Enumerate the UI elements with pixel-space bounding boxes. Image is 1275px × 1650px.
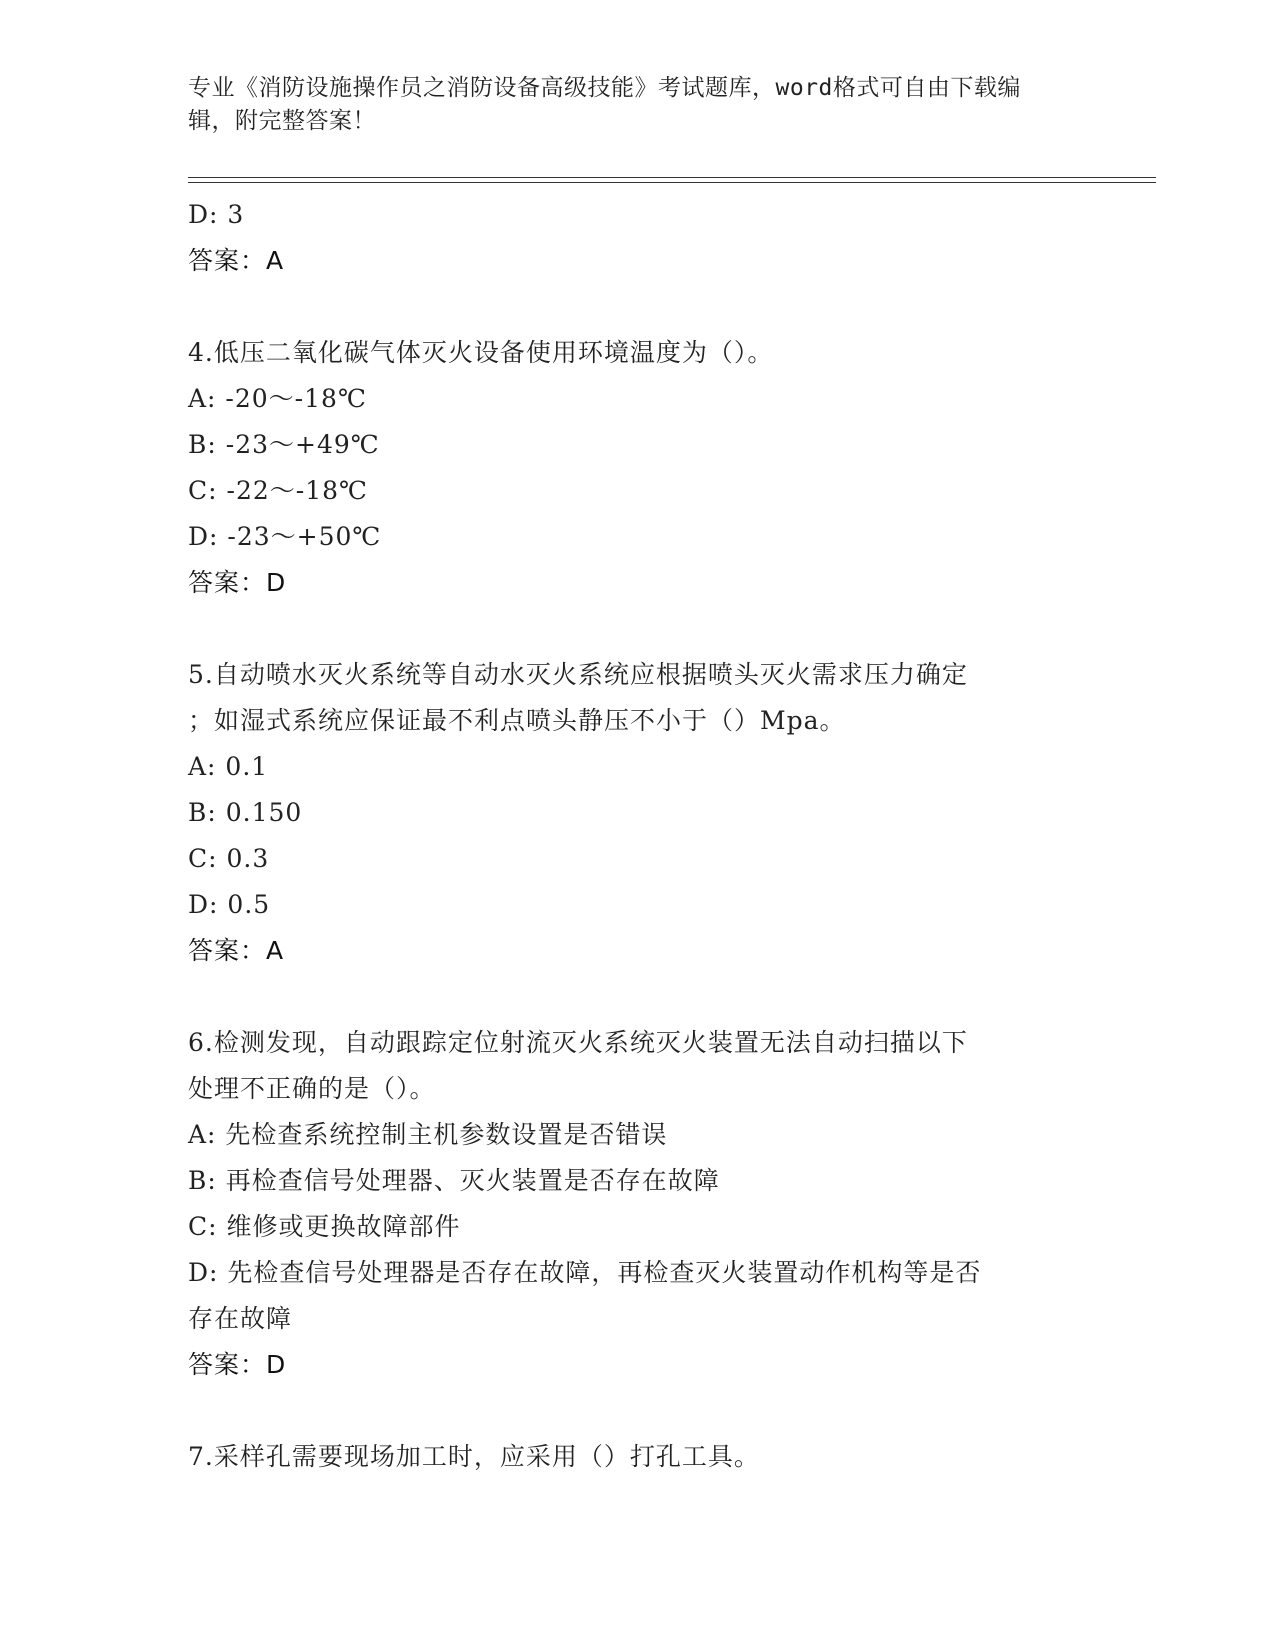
spacer [188, 606, 1088, 652]
question-stem: 7.采样孔需要现场加工时，应采用（）打孔工具。 [188, 1442, 760, 1471]
answer-line: 答案：D [188, 1350, 287, 1379]
option-c: C: 维修或更换故障部件 [188, 1212, 461, 1241]
option-b: B: 0.150 [188, 798, 303, 827]
question-block-3 [188, 192, 1088, 284]
answer-line: 答案：A [188, 246, 285, 275]
page-header [188, 72, 1088, 138]
header-line-1: 专业《消防设施操作员之消防设备高级技能》考试题库，word格式可自由下载编 [188, 75, 1021, 101]
option-c: C: 0.3 [188, 844, 270, 873]
question-stem: 5.自动喷水灭火系统等自动水灭火系统应根据喷头灭火需求压力确定 [188, 660, 968, 689]
answer-line: 答案：A [188, 936, 285, 965]
option-c: C: -22～-18℃ [188, 476, 368, 505]
spacer [188, 284, 1088, 330]
question-block-4 [188, 330, 1088, 606]
option-d: D: 先检查信号处理器是否存在故障，再检查灭火装置动作机构等是否 [188, 1258, 982, 1287]
option-b: B: -23～+49℃ [188, 430, 380, 459]
spacer [188, 1388, 1088, 1434]
option-b: B: 再检查信号处理器、灭火装置是否存在故障 [188, 1166, 720, 1195]
header-divider-bottom [188, 182, 1156, 183]
question-block-5 [188, 652, 1088, 974]
spacer [188, 974, 1088, 1020]
header-divider-top [188, 177, 1156, 178]
answer-line: 答案：D [188, 568, 287, 597]
option-d: D: 0.5 [188, 890, 271, 919]
option-a: A: -20～-18℃ [188, 384, 367, 413]
option-a: A: 先检查系统控制主机参数设置是否错误 [188, 1120, 668, 1149]
question-stem: 6.检测发现，自动跟踪定位射流灭火系统灭火装置无法自动扫描以下 [188, 1028, 968, 1057]
option-a: A: 0.1 [188, 752, 269, 781]
question-stem-continued: ；如湿式系统应保证最不利点喷头静压不小于（）Mpa。 [188, 706, 846, 735]
question-block-7 [188, 1434, 1088, 1480]
option-d: D: 3 [188, 200, 245, 229]
question-stem: 4.低压二氧化碳气体灭火设备使用环境温度为（）。 [188, 338, 774, 367]
question-list [188, 192, 1088, 1480]
question-block-6 [188, 1020, 1088, 1388]
option-d-continued: 存在故障 [188, 1304, 293, 1333]
question-stem-continued: 处理不正确的是（）。 [188, 1074, 436, 1103]
option-d: D: -23～+50℃ [188, 522, 382, 551]
header-line-2: 辑，附完整答案！ [188, 108, 376, 134]
